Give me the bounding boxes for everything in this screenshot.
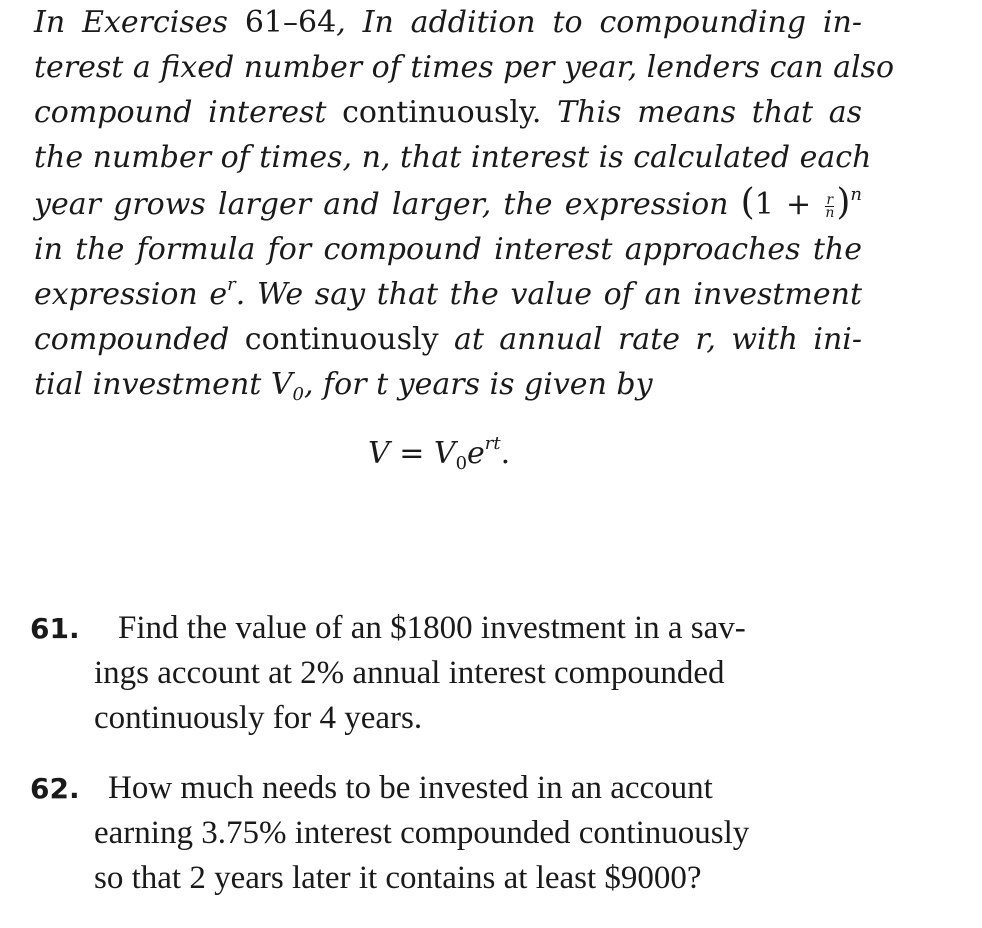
exercise-text (30, 606, 746, 741)
intro-line-9: tial investment $V_0$, for t years is given by (34, 367, 653, 405)
exercise-line: ings account at 2% annual interest compounded (94, 655, 725, 691)
intro-paragraph (34, 0, 895, 407)
exercise-number: 61. (30, 612, 80, 645)
intro-line-5: year grows larger and larger, the expression (1 + $\frac{r}{n}$ )$^n$ (34, 182, 862, 223)
intro-line-4: the number of times, n, that interest is calculated each (34, 140, 872, 175)
exercise-line: earning 3.75% interest compounded continuously (94, 815, 750, 851)
exercise-number: 62. (30, 772, 80, 805)
expression-fraction: $\frac{r}{n}$ (825, 191, 835, 221)
exercise-line: continuously for 4 years. (94, 700, 423, 736)
intro-line-8: compounded continuously at annual rate r, with ini- (34, 322, 863, 357)
continuous-compound-formula: $V = V_0e^{rt}$. (368, 433, 511, 474)
intro-line-6: in the formula for compound interest approaches the (34, 232, 862, 267)
intro-line-7: expression $e^r$. We say that the value of an investment (34, 274, 863, 312)
exercise-62 (30, 766, 880, 906)
intro-line-3: compound interest continuously. This means that as (34, 95, 862, 130)
exercise-text (30, 766, 749, 901)
intro-line-1: In Exercises 61–64, In addition to compounding in- (34, 5, 862, 40)
exercise-line: How much needs to be invested in an account (108, 770, 713, 806)
intro-line-2: terest a fixed number of times per year, lenders can also (34, 50, 895, 85)
exercise-61 (30, 606, 880, 746)
exercise-line: so that 2 years later it contains at least $9000? (94, 860, 702, 896)
expression-open-paren: ( (740, 182, 755, 223)
expression-close-paren: ) (836, 182, 851, 223)
exercise-line: Find the value of an $1800 investment in a sav- (118, 610, 746, 646)
